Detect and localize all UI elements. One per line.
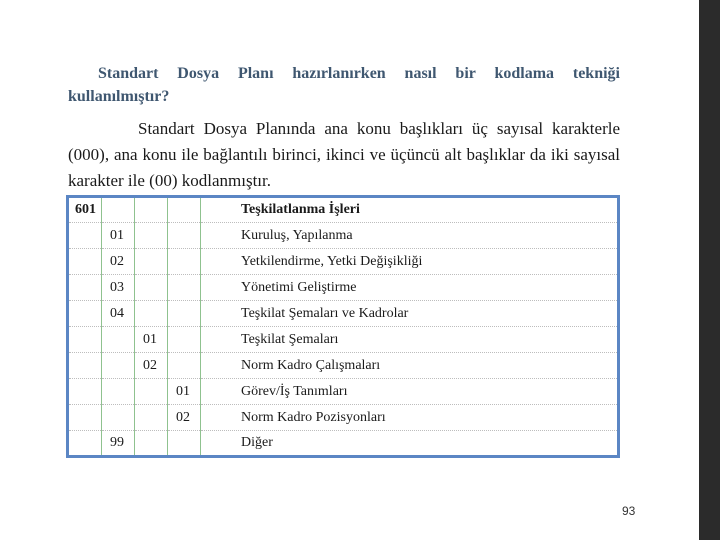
file-plan-code-table bbox=[66, 195, 620, 458]
row-title-cell: Norm Kadro Çalışmaları bbox=[201, 353, 619, 379]
code-cell-c2 bbox=[102, 353, 135, 379]
table-row bbox=[68, 275, 619, 301]
question-heading: Standart Dosya Planı hazırlanırken nasıl bir kodlama tekniği kullanılmıştır? bbox=[68, 65, 620, 105]
row-title-cell: Teşkilat Şemaları bbox=[201, 327, 619, 353]
code-cell-c4 bbox=[168, 301, 201, 327]
code-cell-c1 bbox=[68, 431, 102, 457]
row-title-cell: Teşkilatlanma İşleri bbox=[201, 197, 619, 223]
table-row bbox=[68, 327, 619, 353]
code-cell-c2 bbox=[102, 197, 135, 223]
code-cell-c2: 01 bbox=[102, 223, 135, 249]
table-row bbox=[68, 405, 619, 431]
row-title-cell: Norm Kadro Pozisyonları bbox=[201, 405, 619, 431]
row-title-cell: Diğer bbox=[241, 435, 273, 450]
table-row bbox=[68, 301, 619, 327]
code-cell-c1 bbox=[68, 275, 102, 301]
code-cell-c1 bbox=[68, 223, 102, 249]
code-cell-c3 bbox=[135, 197, 168, 223]
code-cell-c1 bbox=[68, 353, 102, 379]
code-cell-c3 bbox=[135, 301, 168, 327]
code-cell-c4: 01 bbox=[168, 379, 201, 405]
code-cell-c3 bbox=[135, 431, 168, 457]
row-title-cell: Teşkilat Şemaları ve Kadrolar bbox=[201, 301, 619, 327]
code-cell-c3: 02 bbox=[135, 353, 168, 379]
table-row bbox=[68, 379, 619, 405]
code-cell-c3 bbox=[135, 249, 168, 275]
code-cell-c2 bbox=[102, 379, 135, 405]
row-title-cell: Kuruluş, Yapılanma bbox=[201, 223, 619, 249]
code-cell-c4 bbox=[168, 353, 201, 379]
page-number: 93 bbox=[622, 504, 636, 518]
table-row bbox=[68, 353, 619, 379]
code-cell-c1 bbox=[68, 327, 102, 353]
code-cell-c2 bbox=[102, 405, 135, 431]
code-cell-c4: 02 bbox=[168, 405, 201, 431]
code-cell-c1 bbox=[68, 249, 102, 275]
code-cell-c4 bbox=[168, 223, 201, 249]
table-row bbox=[68, 223, 619, 249]
code-cell-c4 bbox=[168, 327, 201, 353]
code-cell-c4 bbox=[168, 431, 201, 457]
code-cell-c1 bbox=[68, 405, 102, 431]
code-cell-c3 bbox=[135, 405, 168, 431]
code-cell-c4 bbox=[168, 249, 201, 275]
code-cell-c3: 01 bbox=[135, 327, 168, 353]
code-cell-c3 bbox=[135, 223, 168, 249]
code-cell-c1 bbox=[68, 301, 102, 327]
code-cell-c3 bbox=[135, 379, 168, 405]
code-cell-c2: 02 bbox=[102, 249, 135, 275]
code-table-body bbox=[68, 197, 619, 457]
code-cell-c2: 04 bbox=[102, 301, 135, 327]
code-cell-c2 bbox=[102, 327, 135, 353]
code-cell-c4 bbox=[168, 197, 201, 223]
code-cell-c3 bbox=[135, 275, 168, 301]
table-row bbox=[68, 249, 619, 275]
table-row bbox=[68, 431, 619, 457]
code-cell-c1 bbox=[68, 379, 102, 405]
table-row bbox=[68, 197, 619, 223]
row-title-cell: Yönetimi Geliştirme bbox=[201, 275, 619, 301]
answer-paragraph: Standart Dosya Planında ana konu başlıkları üç sayısal karakterle (000), ana konu ile bağlantılı birinci, ikinci ve üçüncü alt başlıklar da iki sayısal karakter ile (00) kodlanmıştır. bbox=[68, 119, 620, 190]
right-edge-divider bbox=[694, 0, 699, 540]
code-cell-c4 bbox=[168, 275, 201, 301]
code-cell-c2: 99 bbox=[102, 431, 135, 457]
code-cell-c2: 03 bbox=[102, 275, 135, 301]
row-title-cell: Görev/İş Tanımları bbox=[201, 379, 619, 405]
row-title-cell: Yetkilendirme, Yetki Değişikliği bbox=[201, 249, 619, 275]
code-cell-c1: 601 bbox=[68, 197, 102, 223]
